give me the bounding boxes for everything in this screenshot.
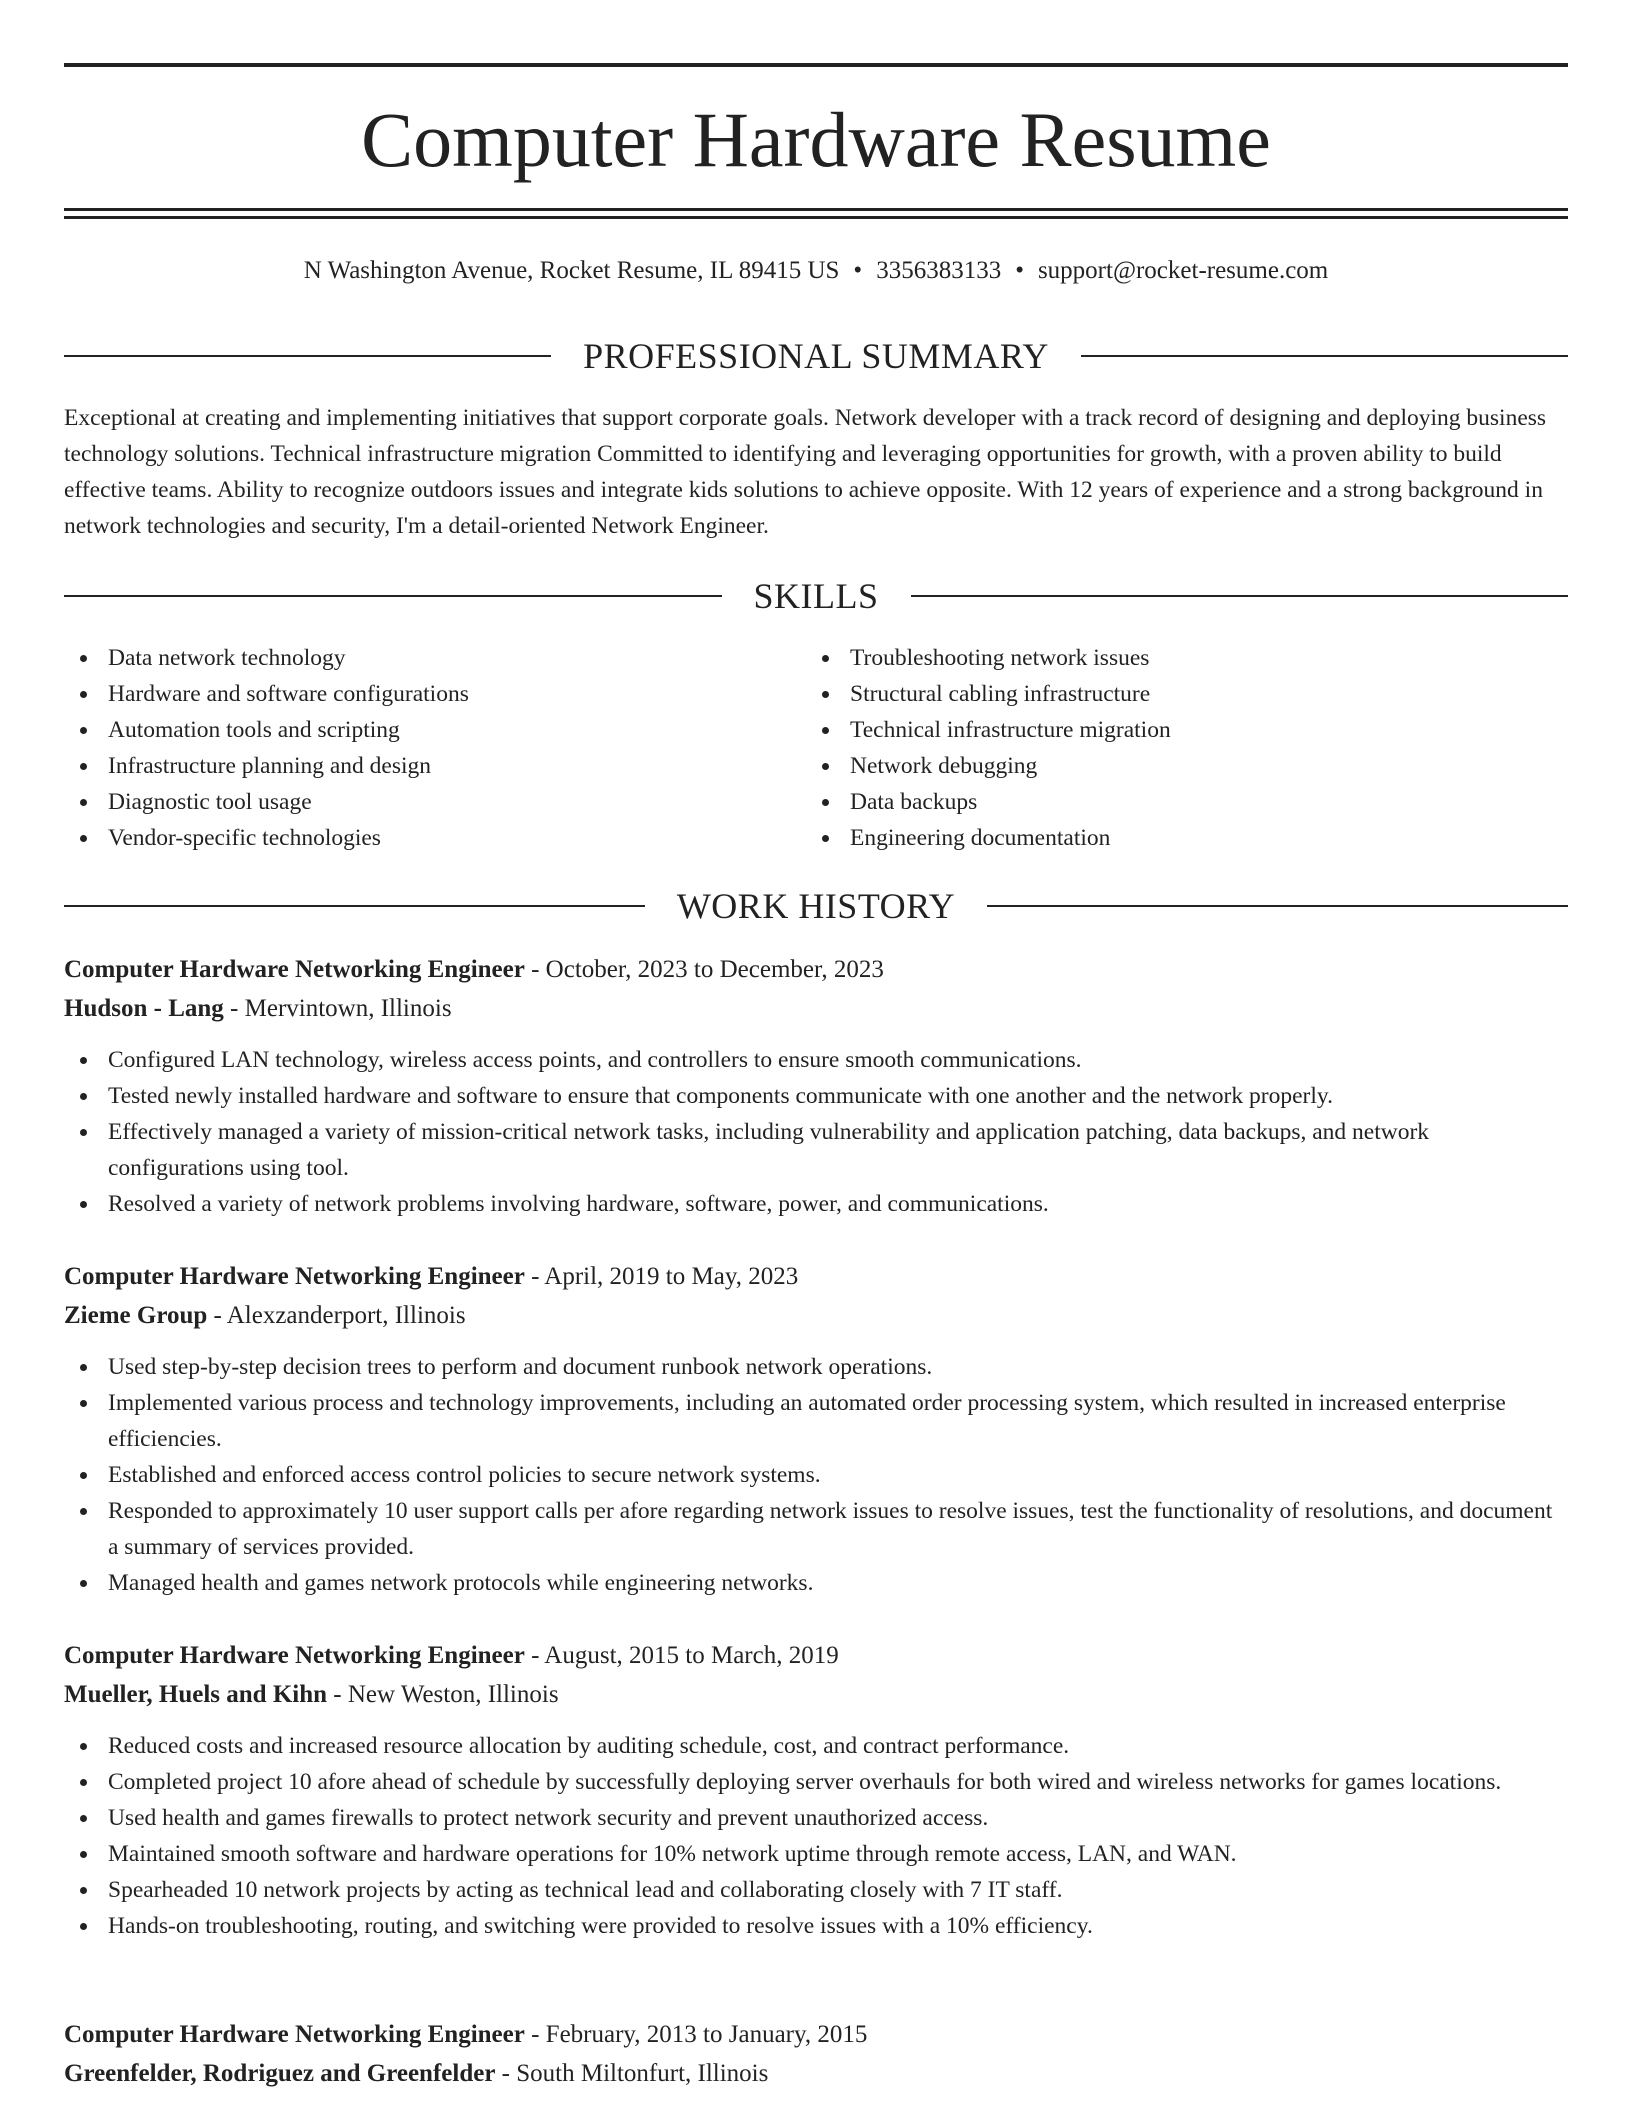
job-entry xyxy=(64,1636,1568,1944)
job-dates: - October, 2023 to December, 2023 xyxy=(531,956,884,983)
section-label: WORK HISTORY xyxy=(676,886,956,926)
job-bullet: Maintained smooth software and hardware operations for 10% network uptime through remote access, LAN, and WAN. xyxy=(64,1836,1568,1872)
section-rule-right xyxy=(1081,355,1568,357)
skills-list-left xyxy=(64,640,804,856)
contact-line xyxy=(64,254,1568,288)
job-bullets xyxy=(64,1349,1568,1601)
job-bullet: Established and enforced access control policies to secure network systems. xyxy=(64,1457,1568,1493)
professional-summary: Exceptional at creating and implementing initiatives that support corporate goals. Network developer with a track record of designing and deploying business technology solutions. Technical infrastructure migration Committed to identifying and leveraging opportunities for growth, with a proven ability to build effective teams. Ability to recognize outdoors issues and integrate kids solutions to achieve opposite. With 12 years of experience and a strong background in network technologies and security, I'm a detail-oriented Network Engineer. xyxy=(64,405,1547,539)
skill-item: Automation tools and scripting xyxy=(64,712,804,748)
job-location: - Alexzanderport, Illinois xyxy=(213,1302,466,1329)
section-heading-skills xyxy=(64,574,1568,618)
job-title-line xyxy=(64,2015,1568,2054)
contact-email: support@rocket-resume.com xyxy=(1037,257,1329,284)
job-dates: - August, 2015 to March, 2019 xyxy=(531,1642,839,1669)
job-company: Mueller, Huels and Kihn xyxy=(64,1681,328,1708)
skill-item: Hardware and software configurations xyxy=(64,676,804,712)
job-location: - South Miltonfurt, Illinois xyxy=(501,2060,769,2087)
top-rule xyxy=(64,63,1568,67)
skill-item: Troubleshooting network issues xyxy=(806,640,1546,676)
job-company: Zieme Group xyxy=(64,1302,208,1329)
skill-item: Vendor-specific technologies xyxy=(64,820,804,856)
job-bullet: Used step-by-step decision trees to perform and document runbook network operations. xyxy=(64,1349,1568,1385)
job-title: Computer Hardware Networking Engineer xyxy=(64,1642,525,1669)
job-company-line xyxy=(64,989,1568,1028)
job-company: Greenfelder, Rodriguez and Greenfelder xyxy=(64,2060,496,2087)
section-heading-work-history xyxy=(64,884,1568,928)
section-rule-left xyxy=(64,595,722,597)
job-title: Computer Hardware Networking Engineer xyxy=(64,1263,525,1290)
job-entry xyxy=(64,950,1568,1222)
job-title-line xyxy=(64,950,1568,989)
job-location: - New Weston, Illinois xyxy=(333,1681,559,1708)
job-dates: - April, 2019 to May, 2023 xyxy=(531,1263,799,1290)
contact-separator: • xyxy=(1015,257,1024,284)
skill-item: Engineering documentation xyxy=(806,820,1546,856)
job-title: Computer Hardware Networking Engineer xyxy=(64,2021,525,2048)
job-company-line xyxy=(64,2054,1568,2093)
contact-address: N Washington Avenue, Rocket Resume, IL 89415 US xyxy=(303,257,840,284)
job-bullet: Resolved a variety of network problems involving hardware, software, power, and communications. xyxy=(64,1186,1568,1222)
skill-item: Data network technology xyxy=(64,640,804,676)
job-bullet: Reduced costs and increased resource allocation by auditing schedule, cost, and contract performance. xyxy=(64,1728,1568,1764)
skill-item: Technical infrastructure migration xyxy=(806,712,1546,748)
section-heading-summary xyxy=(64,334,1568,378)
title-rule-lower xyxy=(64,216,1568,219)
skill-item: Network debugging xyxy=(806,748,1546,784)
job-bullet: Hands-on troubleshooting, routing, and switching were provided to resolve issues with a 10% efficiency. xyxy=(64,1908,1568,1944)
contact-separator: • xyxy=(853,257,863,284)
job-bullet: Responded to approximately 10 user support calls per afore regarding network issues to resolve issues, test the functionality of resolutions, and document a summary of services provided. xyxy=(64,1493,1568,1565)
job-bullet: Effectively managed a variety of mission-critical network tasks, including vulnerability and application patching, data backups, and network configurations using tool. xyxy=(64,1114,1568,1186)
job-title: Computer Hardware Networking Engineer xyxy=(64,956,525,983)
job-bullet: Managed health and games network protocols while engineering networks. xyxy=(64,1565,1568,1601)
job-company: Hudson - Lang xyxy=(64,995,224,1022)
skill-item: Data backups xyxy=(806,784,1546,820)
job-location: - Mervintown, Illinois xyxy=(230,995,452,1022)
job-bullet: Implemented various process and technology improvements, including an automated order processing system, which resulted in increased enterprise efficiencies. xyxy=(64,1385,1568,1457)
section-label: PROFESSIONAL SUMMARY xyxy=(583,336,1049,376)
job-bullet: Completed project 10 afore ahead of schedule by successfully deploying server overhauls for both wired and wireless networks for games locations. xyxy=(64,1764,1568,1800)
skills-list-right xyxy=(806,640,1546,856)
contact-phone: 3356383133 xyxy=(876,257,1002,284)
section-label: SKILLS xyxy=(753,576,879,616)
job-company-line xyxy=(64,1296,1568,1335)
job-bullet: Used health and games firewalls to protect network security and prevent unauthorized access. xyxy=(64,1800,1568,1836)
section-rule-left xyxy=(64,355,551,357)
job-entry xyxy=(64,1257,1568,1601)
title-rule-upper xyxy=(64,208,1568,211)
section-rule-left xyxy=(64,905,645,907)
job-bullet: Configured LAN technology, wireless access points, and controllers to ensure smooth communications. xyxy=(64,1042,1568,1078)
job-bullets xyxy=(64,1042,1568,1222)
section-rule-right xyxy=(987,905,1568,907)
job-entry xyxy=(64,2015,1568,2093)
skill-item: Diagnostic tool usage xyxy=(64,784,804,820)
job-bullets xyxy=(64,1728,1568,1944)
skill-item: Infrastructure planning and design xyxy=(64,748,804,784)
job-title-line xyxy=(64,1636,1568,1675)
resume-title: Computer Hardware Resume xyxy=(361,96,1271,183)
job-dates: - February, 2013 to January, 2015 xyxy=(531,2021,868,2048)
job-company-line xyxy=(64,1675,1568,1714)
skill-item: Structural cabling infrastructure xyxy=(806,676,1546,712)
section-rule-right xyxy=(911,595,1569,597)
job-title-line xyxy=(64,1257,1568,1296)
job-bullet: Tested newly installed hardware and software to ensure that components communicate with one another and the network properly. xyxy=(64,1078,1568,1114)
job-bullet: Spearheaded 10 network projects by acting as technical lead and collaborating closely with 7 IT staff. xyxy=(64,1872,1568,1908)
